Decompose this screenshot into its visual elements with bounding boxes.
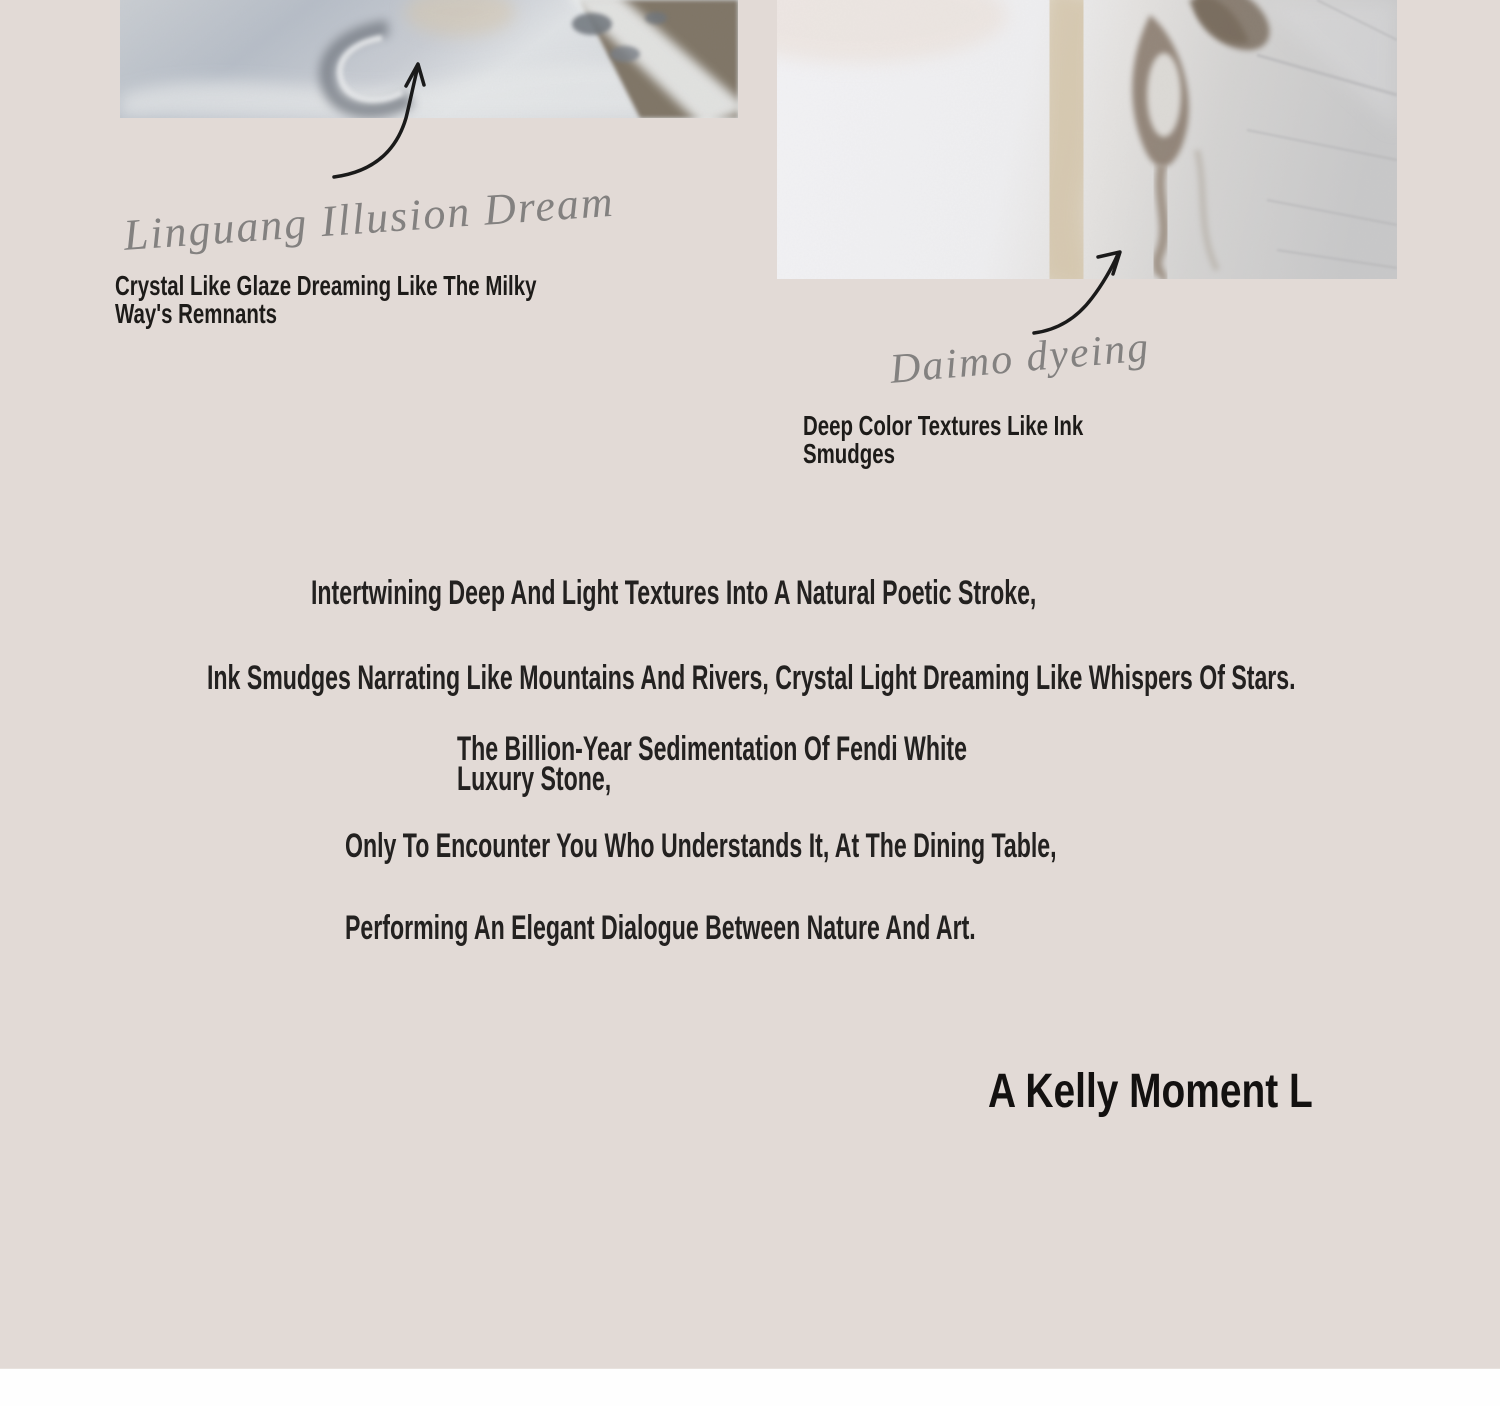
arrow-annotation-left [320, 52, 435, 184]
poem-line-4: Only To Encounter You Who Understands It, At The Dining Table, [345, 827, 1057, 865]
caption-right [803, 412, 1083, 468]
poem-line-2: Ink Smudges Narrating Like Mountains And Rivers, Crystal Light Dreaming Like Whispers Of Stars. [207, 659, 1296, 697]
script-label-left: Linguang Illusion Dream [122, 176, 617, 260]
caption-left-line-1: Crystal Like Glaze Dreaming Like The Milky [115, 270, 537, 301]
caption-left [115, 272, 536, 328]
poem-line-3a: The Billion-Year Sedimentation Of Fendi White [457, 730, 967, 768]
footer-strip [0, 1368, 1500, 1406]
caption-right-line-1: Deep Color Textures Like Ink [803, 410, 1084, 441]
marble-image-right [777, 0, 1397, 279]
curved-arrow-icon [320, 52, 435, 184]
caption-right-line-2: Smudges [803, 438, 896, 469]
arrow-annotation-right [1022, 240, 1127, 338]
section-heading: A Kelly Moment L [988, 1065, 1313, 1118]
poem-line-5: Performing An Elegant Dialogue Between Nature And Art. [345, 909, 976, 947]
caption-left-line-2: Way's Remnants [115, 298, 278, 329]
curved-arrow-icon [1022, 240, 1127, 338]
poem-line-3 [457, 730, 967, 798]
script-label-right: Daimo dyeing [888, 324, 1152, 393]
marble-right-graphic [777, 0, 1397, 279]
poem-line-3b: Luxury Stone, [457, 760, 612, 798]
poem-line-1: Intertwining Deep And Light Textures Into A Natural Poetic Stroke, [311, 574, 1037, 612]
